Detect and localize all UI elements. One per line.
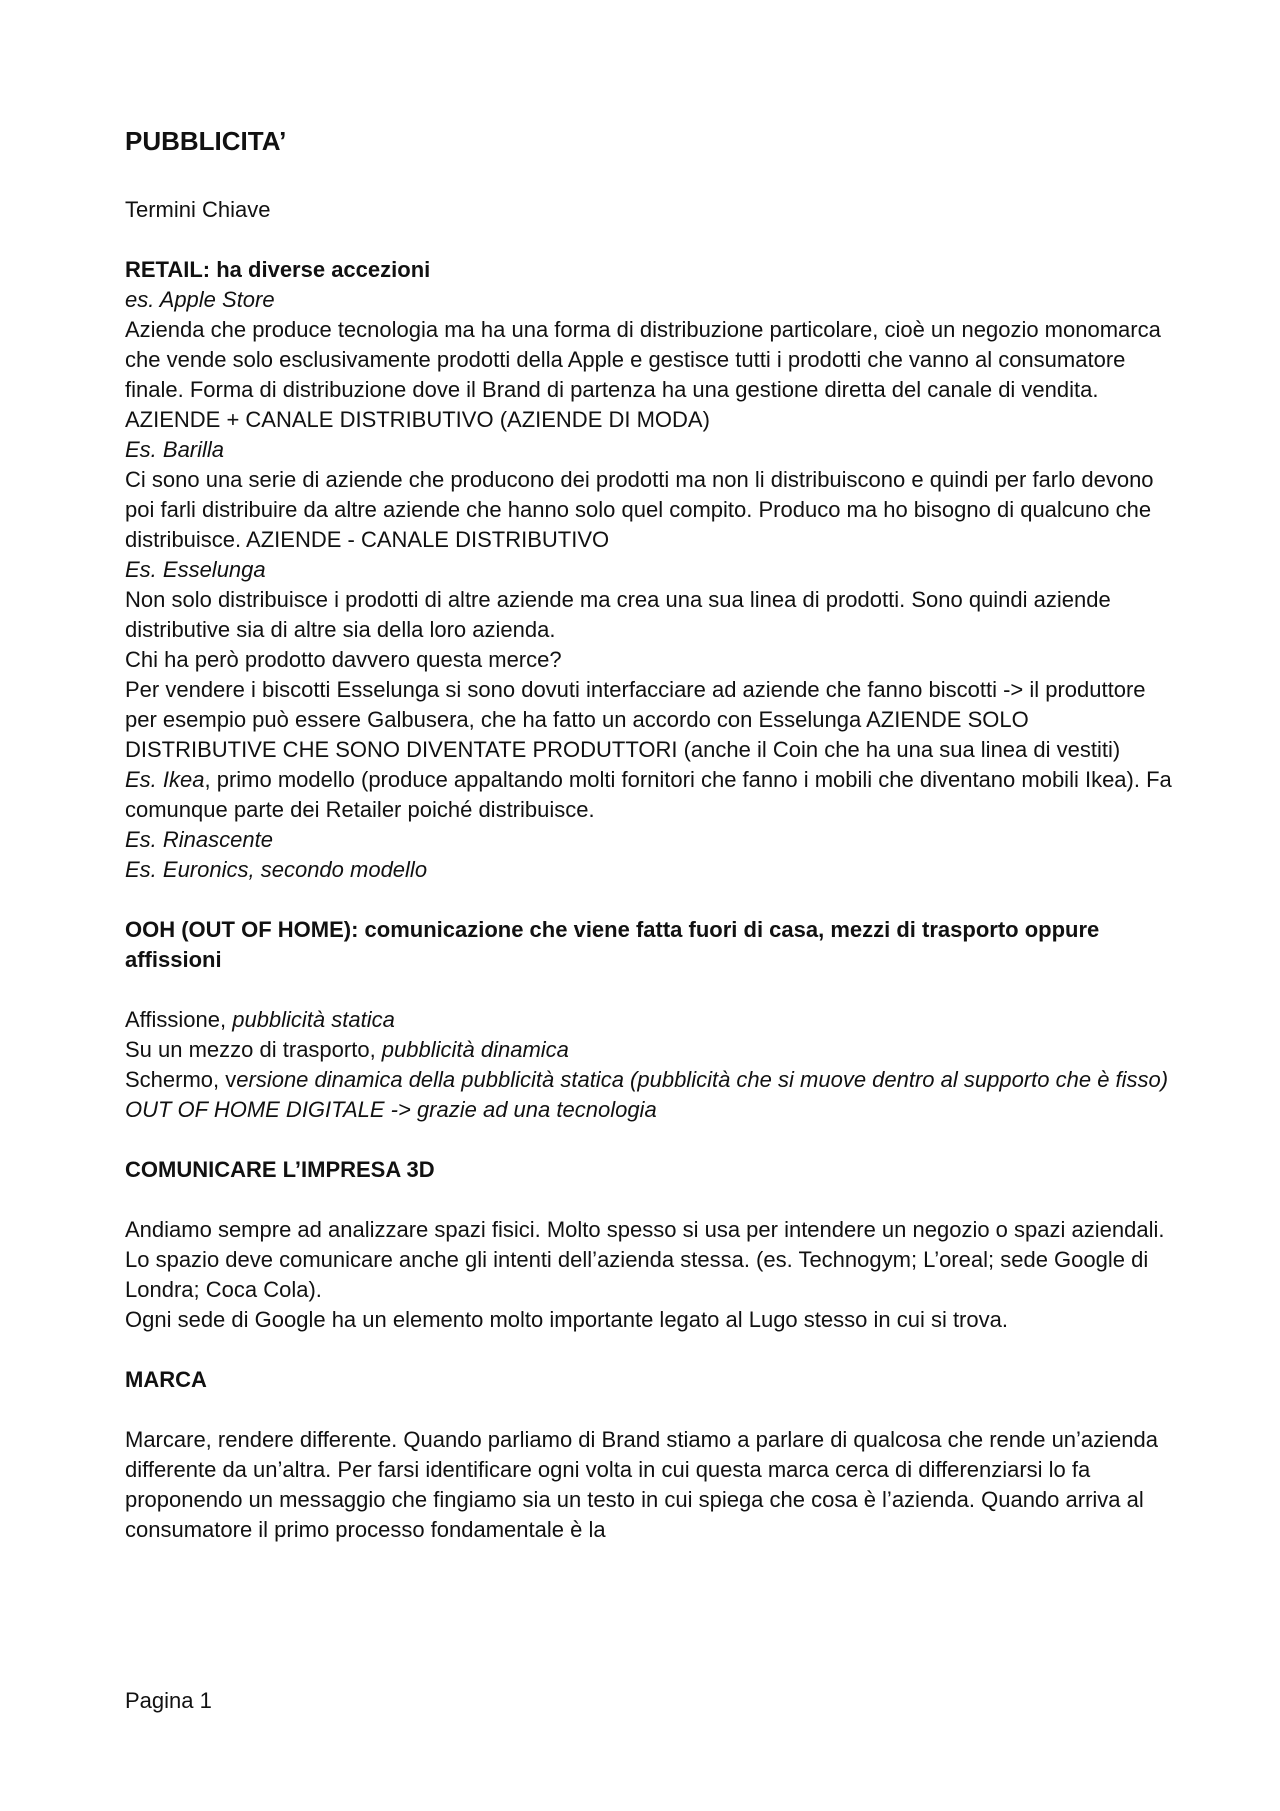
paragraph: Per vendere i biscotti Esselunga si sono dovuti interfacciare ad aziende che fanno biscotti -> il produttore per esempio può essere Galbusera, che ha fatto un accordo con Esselunga AZIENDE SOLO DISTRIBUTIVE CHE SONO DIVENTATE PRODUTTORI (anche il Coin che ha una sua linea di vestiti) (125, 677, 1146, 762)
paragraph: Ogni sede di Google ha un elemento molto importante legato al Lugo stesso in cui si trova. (125, 1307, 1008, 1332)
page-title: PUBBLICITA’ (125, 126, 287, 156)
document-page (125, 0, 1175, 1811)
paragraph-text: Schermo, v (125, 1067, 237, 1092)
paragraph-text: Affissione, (125, 1007, 233, 1032)
paragraph (125, 1005, 1175, 1035)
paragraph: Andiamo sempre ad analizzare spazi fisici. Molto spesso si usa per intendere un negozio o spazi aziendali. (125, 1217, 1165, 1242)
example-label: Es. Euronics, secondo modello (125, 857, 428, 882)
page-number: Pagina 1 (125, 1688, 212, 1713)
paragraph (125, 765, 1175, 825)
paragraph-text: , primo modello (produce appaltando molti fornitori che fanno i mobili che diventano mobili Ikea). Fa comunque parte dei Retailer poiché distribuisce. (125, 767, 1172, 822)
section-heading-marca: MARCA (125, 1367, 207, 1392)
paragraph: Azienda che produce tecnologia ma ha una forma di distribuzione particolare, cioè un negozio monomarca che vende solo esclusivamente prodotti della Apple e gestisce tutti i prodotti che vanno al consumatore finale. Forma di distribuzione dove il Brand di partenza ha una gestione diretta del canale di vendita. AZIENDE + CANALE DISTRIBUTIVO (AZIENDE DI MODA) (125, 317, 1161, 432)
paragraph: Lo spazio deve comunicare anche gli intenti dell’azienda stessa. (es. Technogym; L’oreal; sede Google di Londra; Coca Cola). (125, 1247, 1149, 1302)
paragraph-italic: pubblicità statica (232, 1007, 395, 1032)
paragraph-text: Su un mezzo di trasporto, (125, 1037, 382, 1062)
example-label: Es. Barilla (125, 437, 225, 462)
paragraph: Marcare, rendere differente. Quando parliamo di Brand stiamo a parlare di qualcosa che rende un’azienda differente da un’altra. Per farsi identificare ogni volta in cui questa marca cerca di differenziarsi lo fa proponendo un messaggio che fingiamo sia un testo in cui spiega che cosa è l’azienda. Quando arriva al consumatore il primo processo fondamentale è la (125, 1427, 1158, 1542)
document-body (125, 195, 1175, 1545)
section-heading-impresa: COMUNICARE L’IMPRESA 3D (125, 1157, 435, 1182)
paragraph (125, 1065, 1175, 1125)
example-label: Es. Esselunga (125, 557, 266, 582)
example-label: Es. Rinascente (125, 827, 273, 852)
paragraph: Chi ha però prodotto davvero questa merce? (125, 647, 562, 672)
example-label: Es. Ikea (125, 767, 205, 792)
paragraph: Non solo distribuisce i prodotti di altre aziende ma crea una sua linea di prodotti. Sono quindi aziende distributive sia di altre sia della loro azienda. (125, 587, 1111, 642)
example-label: es. Apple Store (125, 287, 275, 312)
paragraph-italic: pubblicità dinamica (381, 1037, 569, 1062)
paragraph (125, 1035, 1175, 1065)
paragraph: Ci sono una serie di aziende che producono dei prodotti ma non li distribuiscono e quindi per farlo devono poi farli distribuire da altre aziende che hanno solo quel compito. Produco ma ho bisogno di qualcuno che distribuisce. AZIENDE - CANALE DISTRIBUTIVO (125, 467, 1154, 552)
section-heading-retail: RETAIL: ha diverse accezioni (125, 257, 431, 282)
section-heading-ooh: OOH (OUT OF HOME): comunicazione che viene fatta fuori di casa, mezzi di trasporto oppure affissioni (125, 917, 1100, 972)
subtitle: Termini Chiave (125, 197, 271, 222)
paragraph-italic: ersione dinamica della pubblicità statica (pubblicità che si muove dentro al supporto che è fisso) OUT OF HOME DIGITALE -> grazie ad una tecnologia (125, 1067, 1169, 1122)
